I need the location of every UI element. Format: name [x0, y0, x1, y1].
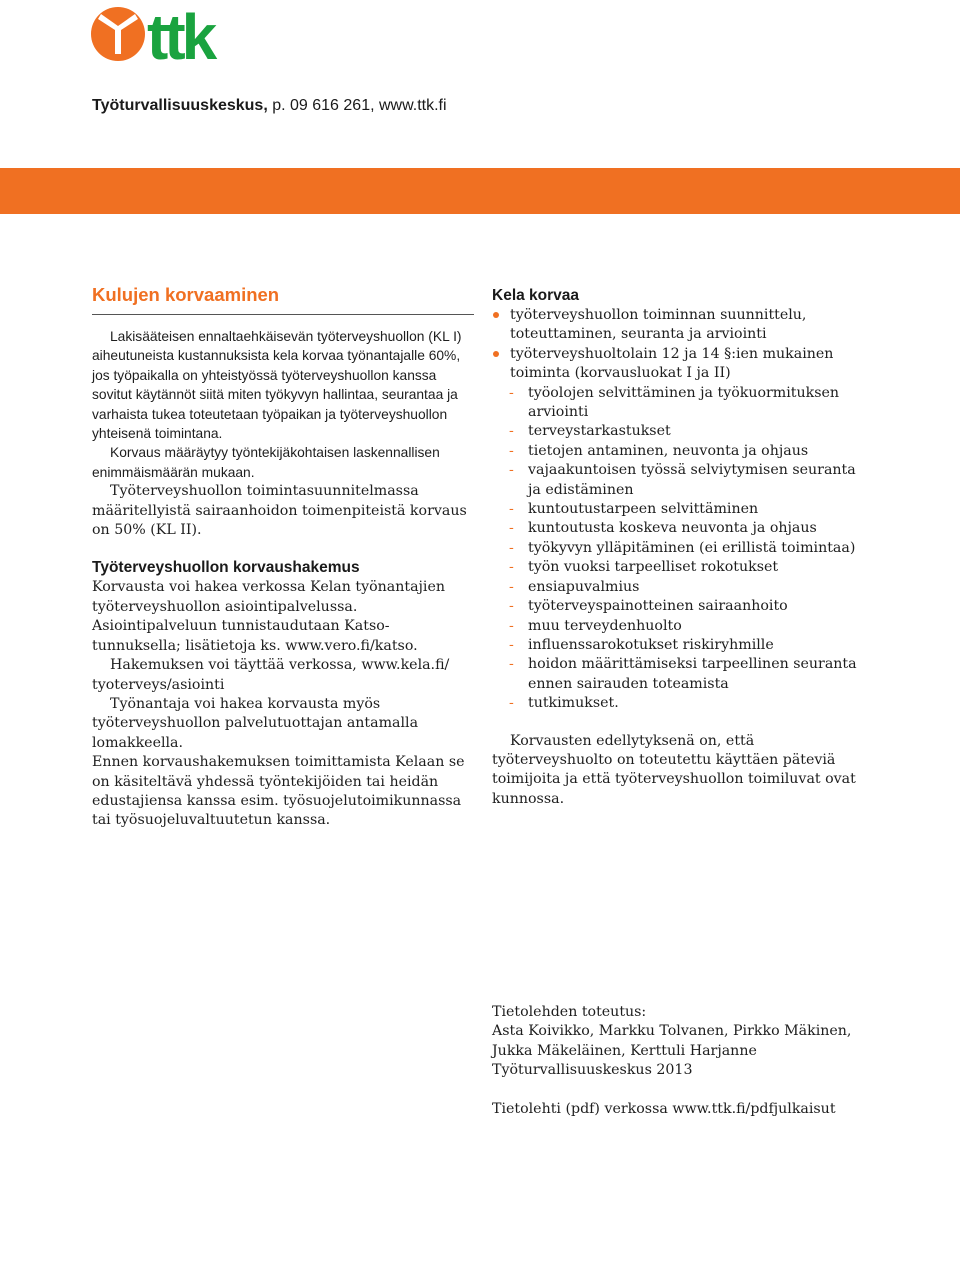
- credits-authors-1: Asta Koivikko, Markku Tolvanen, Pirkko Mäkinen,: [492, 1023, 852, 1040]
- list-item: - tietojen antaminen, neuvonta ja ohjaus: [492, 442, 867, 461]
- list-item: - kuntoutustarpeen selvittäminen: [492, 500, 867, 519]
- contact-details: p. 09 616 261, www.ttk.fi: [267, 97, 447, 114]
- list-item: - työn vuoksi tarpeelliset rokotukset: [492, 558, 867, 577]
- credits-pdf-note: Tietolehti (pdf) verkossa www.ttk.fi/pdfjulkaisut: [492, 1100, 836, 1117]
- credits-publisher: Työturvallisuuskeskus 2013: [492, 1062, 693, 1079]
- credits-block: [492, 1003, 882, 1119]
- contact-line: [92, 97, 447, 115]
- logo-text: ttk: [147, 6, 214, 64]
- heading-kela-covers: Kela korvaa: [492, 287, 580, 304]
- list-item: työterveyshuoltolain 12 ja 14 §:ien mukainen toiminta (korvausluokat I ja II): [492, 345, 867, 384]
- paragraph-requirements: Korvausten edellytyksenä on, että työterveyshuolto on toteutettu käyttäen päteviä toimijoita ja että työterveyshuollon toimiluvat ovat kunnossa.: [492, 732, 856, 807]
- subheading-application: Työterveyshuollon korvaushakemus: [92, 559, 360, 577]
- list-item: - työterveyspainotteinen sairaanhoito: [492, 597, 867, 616]
- paragraph-online-service: Korvausta voi hakea verkossa Kelan työnantajien työterveyshuollon asiointipalvelussa. Asiointipalveluun tunnistaudutaan Katso-tunnuksella; lisätietoja ks. www.vero.fi/katso.: [92, 579, 446, 654]
- list-item: - influenssarokotukset riskiryhmille: [492, 636, 867, 655]
- dash-list: [492, 384, 867, 714]
- list-item: - tutkimukset.: [492, 694, 867, 713]
- list-item: - työkyvyn ylläpitäminen (ei erillistä toimintaa): [492, 539, 867, 558]
- list-item: - työolojen selvittäminen ja työkuormituksen arviointi: [492, 384, 867, 423]
- paragraph-form: Työnantaja voi hakea korvausta myös työterveyshuollon palvelutuottajan antamalla lomakkeella.: [92, 695, 419, 751]
- section-title-costs: Kulujen korvaaminen: [92, 284, 280, 305]
- list-item: työterveyshuollon toiminnan suunnittelu, toteuttaminen, seuranta ja arviointi: [492, 306, 867, 345]
- organization-name: Työturvallisuuskeskus,: [92, 97, 268, 114]
- list-item: - vajaakuntoisen työssä selviytymisen seuranta ja edistäminen: [492, 461, 867, 500]
- right-column: [492, 286, 867, 809]
- paragraph-kela-online: Hakemuksen voi täyttää verkossa, www.kela.fi/ tyoterveys/asiointi: [92, 657, 450, 693]
- paragraph-before-submit: Ennen korvaushakemuksen toimittamista Kelaan se on käsiteltävä yhdessä työntekijöiden tai heidän edustajiensa kanssa esim. työsuojelutoimikunnassa tai työsuojeluvaltuutetun kanssa.: [92, 754, 465, 829]
- paragraph-kl2: Työterveyshuollon toimintasuunnitelmassa määritellyistä sairaanhoidon toimenpiteistä korvaus on 50% (KL II).: [92, 483, 467, 539]
- bullet-list: [492, 306, 867, 384]
- credits-authors-2: Jukka Mäkeläinen, Kerttuli Harjanne: [492, 1042, 757, 1059]
- left-column: [92, 282, 474, 831]
- list-item: - kuntoutusta koskeva neuvonta ja ohjaus: [492, 519, 867, 538]
- paragraph-kl1: Lakisääteisen ennaltaehkäisevän työterveyshuollon (KL I) aiheutuneista kustannuksista kela korvaa työnantajalle 60%, jos työpaikalla on yhteistyössä työterveyshuollon kanssa sovitut käytännöt siitä miten työkyvyn hallintaa, seurantaa ja varhaista tukea toteutetaan työpaikan ja työterveyshuollon yhteisenä toimintana.: [92, 329, 462, 442]
- list-item: - hoidon määrittämiseksi tarpeellinen seuranta ennen sairauden toteamista: [492, 655, 867, 694]
- ttk-logo: [90, 6, 255, 64]
- title-rule: [92, 314, 474, 315]
- paragraph-calculation: Korvaus määräytyy työntekijäkohtaisen laskennallisen enimmäismäärän mukaan.: [92, 445, 440, 480]
- list-item: - muu terveydenhuolto: [492, 617, 867, 636]
- list-item: - ensiapuvalmius: [492, 578, 867, 597]
- credits-label: Tietolehden toteutus:: [492, 1004, 647, 1020]
- orange-band: [0, 168, 960, 214]
- list-item: - terveystarkastukset: [492, 422, 867, 441]
